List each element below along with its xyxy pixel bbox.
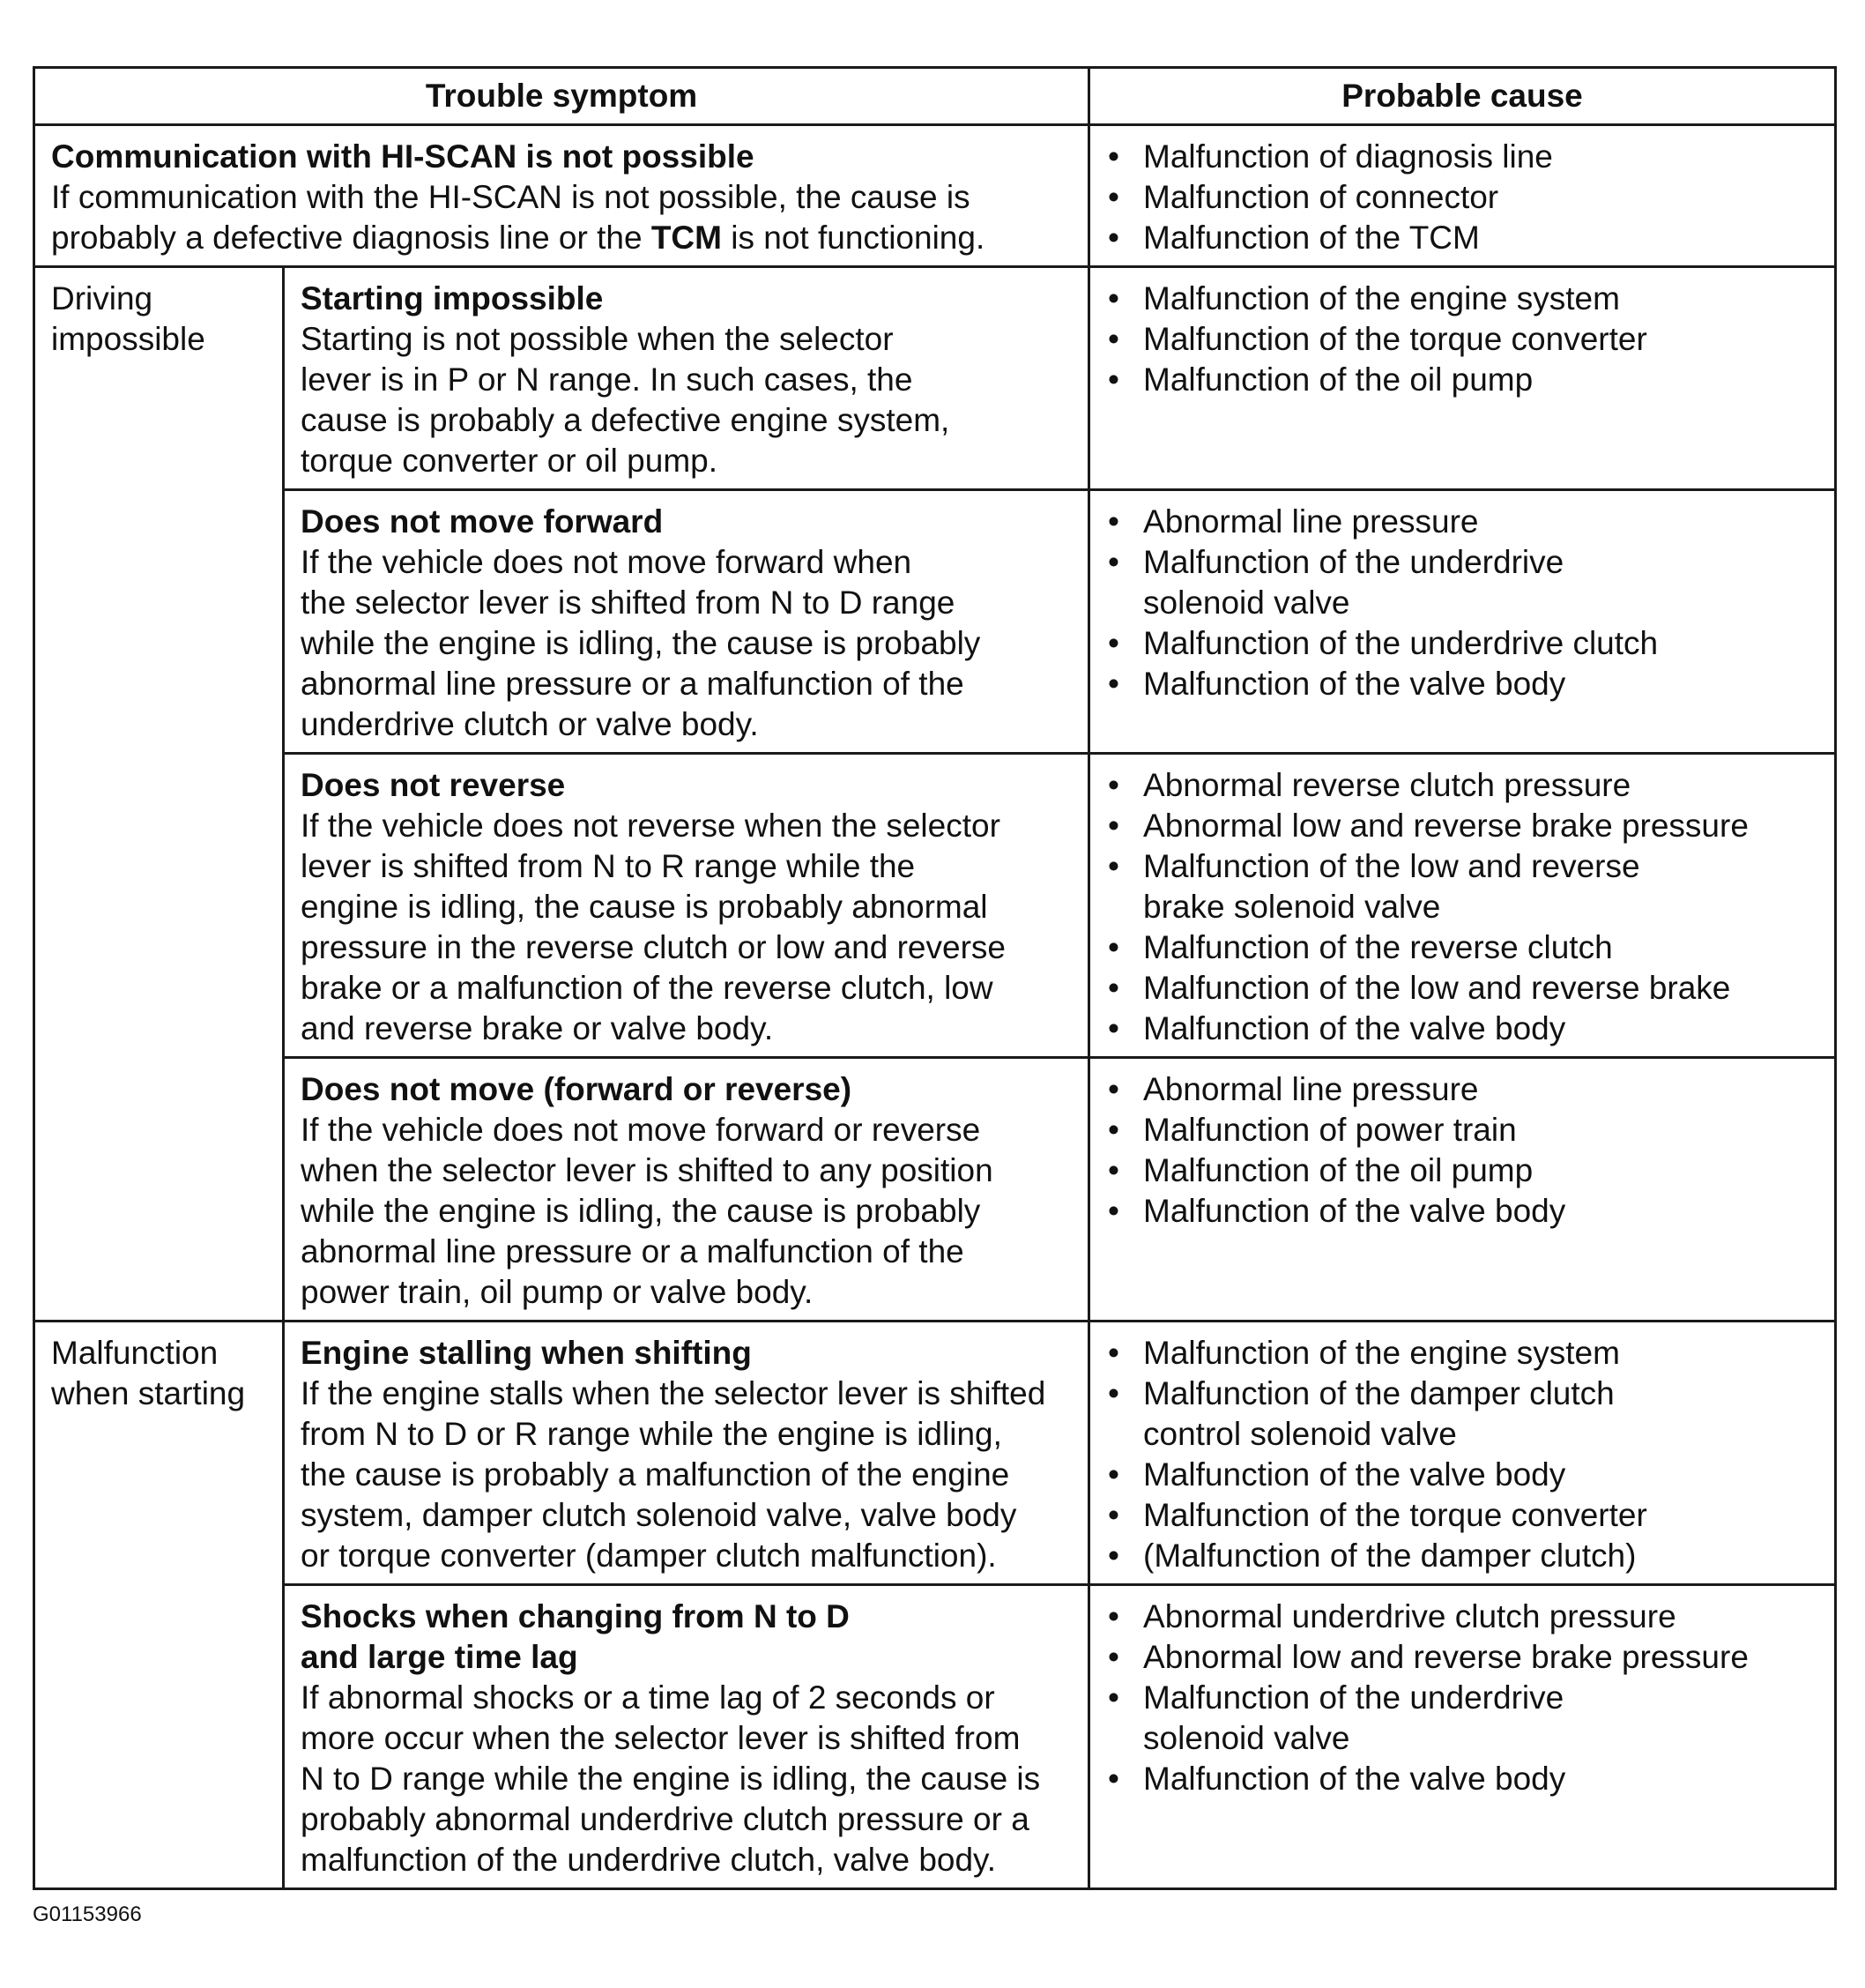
trouble-symptom-table <box>33 66 1837 1890</box>
cause-item: • Malfunction of the reverse clutch <box>1143 927 1825 968</box>
symptom-title: Shocks when changing from N to D and large time lag <box>301 1598 850 1675</box>
cause-list <box>1090 268 1834 407</box>
cause-item: • Malfunction of the underdrive clutch <box>1143 623 1825 664</box>
cause-cell <box>1089 267 1836 490</box>
symptom-description: If the engine stalls when the selector lever is shifted from N to D or R range while the engine is idling, the cause is probably a malfunction of the engine system, damper clutch solenoid valve, valve body or torque converter (damper clutch malfunction). <box>301 1375 1046 1574</box>
cause-item: • Malfunction of the oil pump <box>1143 1150 1825 1191</box>
symptom-cell <box>284 267 1089 490</box>
symptom-cell <box>34 125 1089 267</box>
cause-item: • Malfunction of the underdrive solenoid valve <box>1143 1678 1825 1759</box>
tcm-term: TCM <box>650 220 722 256</box>
cause-item: • Malfunction of the valve body <box>1143 1759 1825 1799</box>
cause-item: • Abnormal line pressure <box>1143 502 1825 542</box>
cause-cell <box>1089 754 1836 1058</box>
cause-item: • Malfunction of the valve body <box>1143 1455 1825 1495</box>
symptom-description: If communication with the HI-SCAN is not possible, the cause is probably a defective diagnosis line or the TCM is not functioning. <box>51 179 985 256</box>
symptom-cell <box>284 1058 1089 1322</box>
table-row <box>34 754 1836 1058</box>
symptom-title: Engine stalling when shifting <box>301 1335 752 1371</box>
symptom-title: Does not move (forward or reverse) <box>301 1071 852 1107</box>
cause-item: • Abnormal low and reverse brake pressure <box>1143 806 1825 846</box>
cause-item: • Malfunction of the engine system <box>1143 279 1825 319</box>
cause-item: • Malfunction of the low and reverse brake <box>1143 968 1825 1009</box>
cause-cell <box>1089 1322 1836 1585</box>
symptom-title: Communication with HI-SCAN is not possible <box>51 138 754 175</box>
symptom-cell <box>284 1322 1089 1585</box>
table-row <box>34 1322 1836 1585</box>
cause-item: • Malfunction of the valve body <box>1143 664 1825 704</box>
figure-code: G01153966 <box>33 1902 142 1926</box>
cause-item: • Malfunction of the torque converter <box>1143 319 1825 360</box>
cause-item: • Malfunction of connector <box>1143 177 1825 218</box>
cause-item: • Malfunction of the low and reverse brake solenoid valve <box>1143 846 1825 927</box>
cause-item: • Abnormal line pressure <box>1143 1069 1825 1110</box>
cause-cell <box>1089 1585 1836 1889</box>
symptom-cell <box>284 1585 1089 1889</box>
symptom-cell <box>284 490 1089 754</box>
table-row <box>34 1585 1836 1889</box>
table-row <box>34 267 1836 490</box>
cause-list <box>1090 1059 1834 1239</box>
category-cell-malfunction-when-starting <box>34 1322 284 1889</box>
symptom-title: Starting impossible <box>301 280 604 316</box>
symptom-description: Starting is not possible when the selector lever is in P or N range. In such cases, the cause is probably a defective engine system, torque converter or oil pump. <box>301 321 950 479</box>
symptom-description: If the vehicle does not move forward when the selector lever is shifted from N to D range while the engine is idling, the cause is probably abnormal line pressure or a malfunction of the underdrive clutch or valve body. <box>301 544 981 742</box>
cause-item: • Malfunction of the valve body <box>1143 1191 1825 1232</box>
cause-item: • Malfunction of the damper clutch control solenoid valve <box>1143 1374 1825 1455</box>
table-header-row <box>34 68 1836 125</box>
cause-item: • Abnormal low and reverse brake pressure <box>1143 1637 1825 1678</box>
cause-item: • Malfunction of diagnosis line <box>1143 137 1825 177</box>
cause-item: • Malfunction of the engine system <box>1143 1333 1825 1374</box>
table-row <box>34 490 1836 754</box>
symptom-description: If the vehicle does not move forward or reverse when the selector lever is shifted to any position while the engine is idling, the cause is probably abnormal line pressure or a malfunction of the power train, oil pump or valve body. <box>301 1112 993 1310</box>
symptom-title: Does not reverse <box>301 767 566 803</box>
header-probable-cause: Probable cause <box>1089 68 1836 125</box>
header-trouble-symptom: Trouble symptom <box>34 68 1089 125</box>
symptom-cell <box>284 754 1089 1058</box>
symptom-title: Does not move forward <box>301 503 664 540</box>
cause-cell <box>1089 1058 1836 1322</box>
table-row-communication <box>34 125 1836 267</box>
cause-item: • Malfunction of the oil pump <box>1143 360 1825 400</box>
cause-cell <box>1089 490 1836 754</box>
cause-item: • Malfunction of the underdrive solenoid valve <box>1143 542 1825 623</box>
cause-list <box>1090 126 1834 265</box>
cause-item: • Malfunction of the valve body <box>1143 1009 1825 1049</box>
table-row <box>34 1058 1836 1322</box>
category-label: Malfunction when starting <box>51 1335 246 1411</box>
cause-list <box>1090 1586 1834 1806</box>
symptom-description: If abnormal shocks or a time lag of 2 seconds or more occur when the selector lever is shifted from N to D range while the engine is idling, the cause is probably abnormal underdrive clutch pressure or a malfunction of the underdrive clutch, valve body. <box>301 1679 1041 1878</box>
symptom-description: If the vehicle does not reverse when the selector lever is shifted from N to R range while the engine is idling, the cause is probably abnormal pressure in the reverse clutch or low and reverse brake or a malfunction of the reverse clutch, low and reverse brake or valve body. <box>301 808 1006 1046</box>
cause-item: • (Malfunction of the damper clutch) <box>1143 1536 1825 1576</box>
cause-cell <box>1089 125 1836 267</box>
cause-item: • Malfunction of the torque converter <box>1143 1495 1825 1536</box>
category-cell-driving-impossible <box>34 267 284 1322</box>
category-label: Driving impossible <box>51 280 205 357</box>
cause-list <box>1090 491 1834 711</box>
cause-item: • Malfunction of the TCM <box>1143 218 1825 258</box>
cause-list <box>1090 1322 1834 1583</box>
cause-item: • Abnormal reverse clutch pressure <box>1143 765 1825 806</box>
cause-list <box>1090 755 1834 1056</box>
cause-item: • Malfunction of power train <box>1143 1110 1825 1150</box>
cause-item: • Abnormal underdrive clutch pressure <box>1143 1597 1825 1637</box>
